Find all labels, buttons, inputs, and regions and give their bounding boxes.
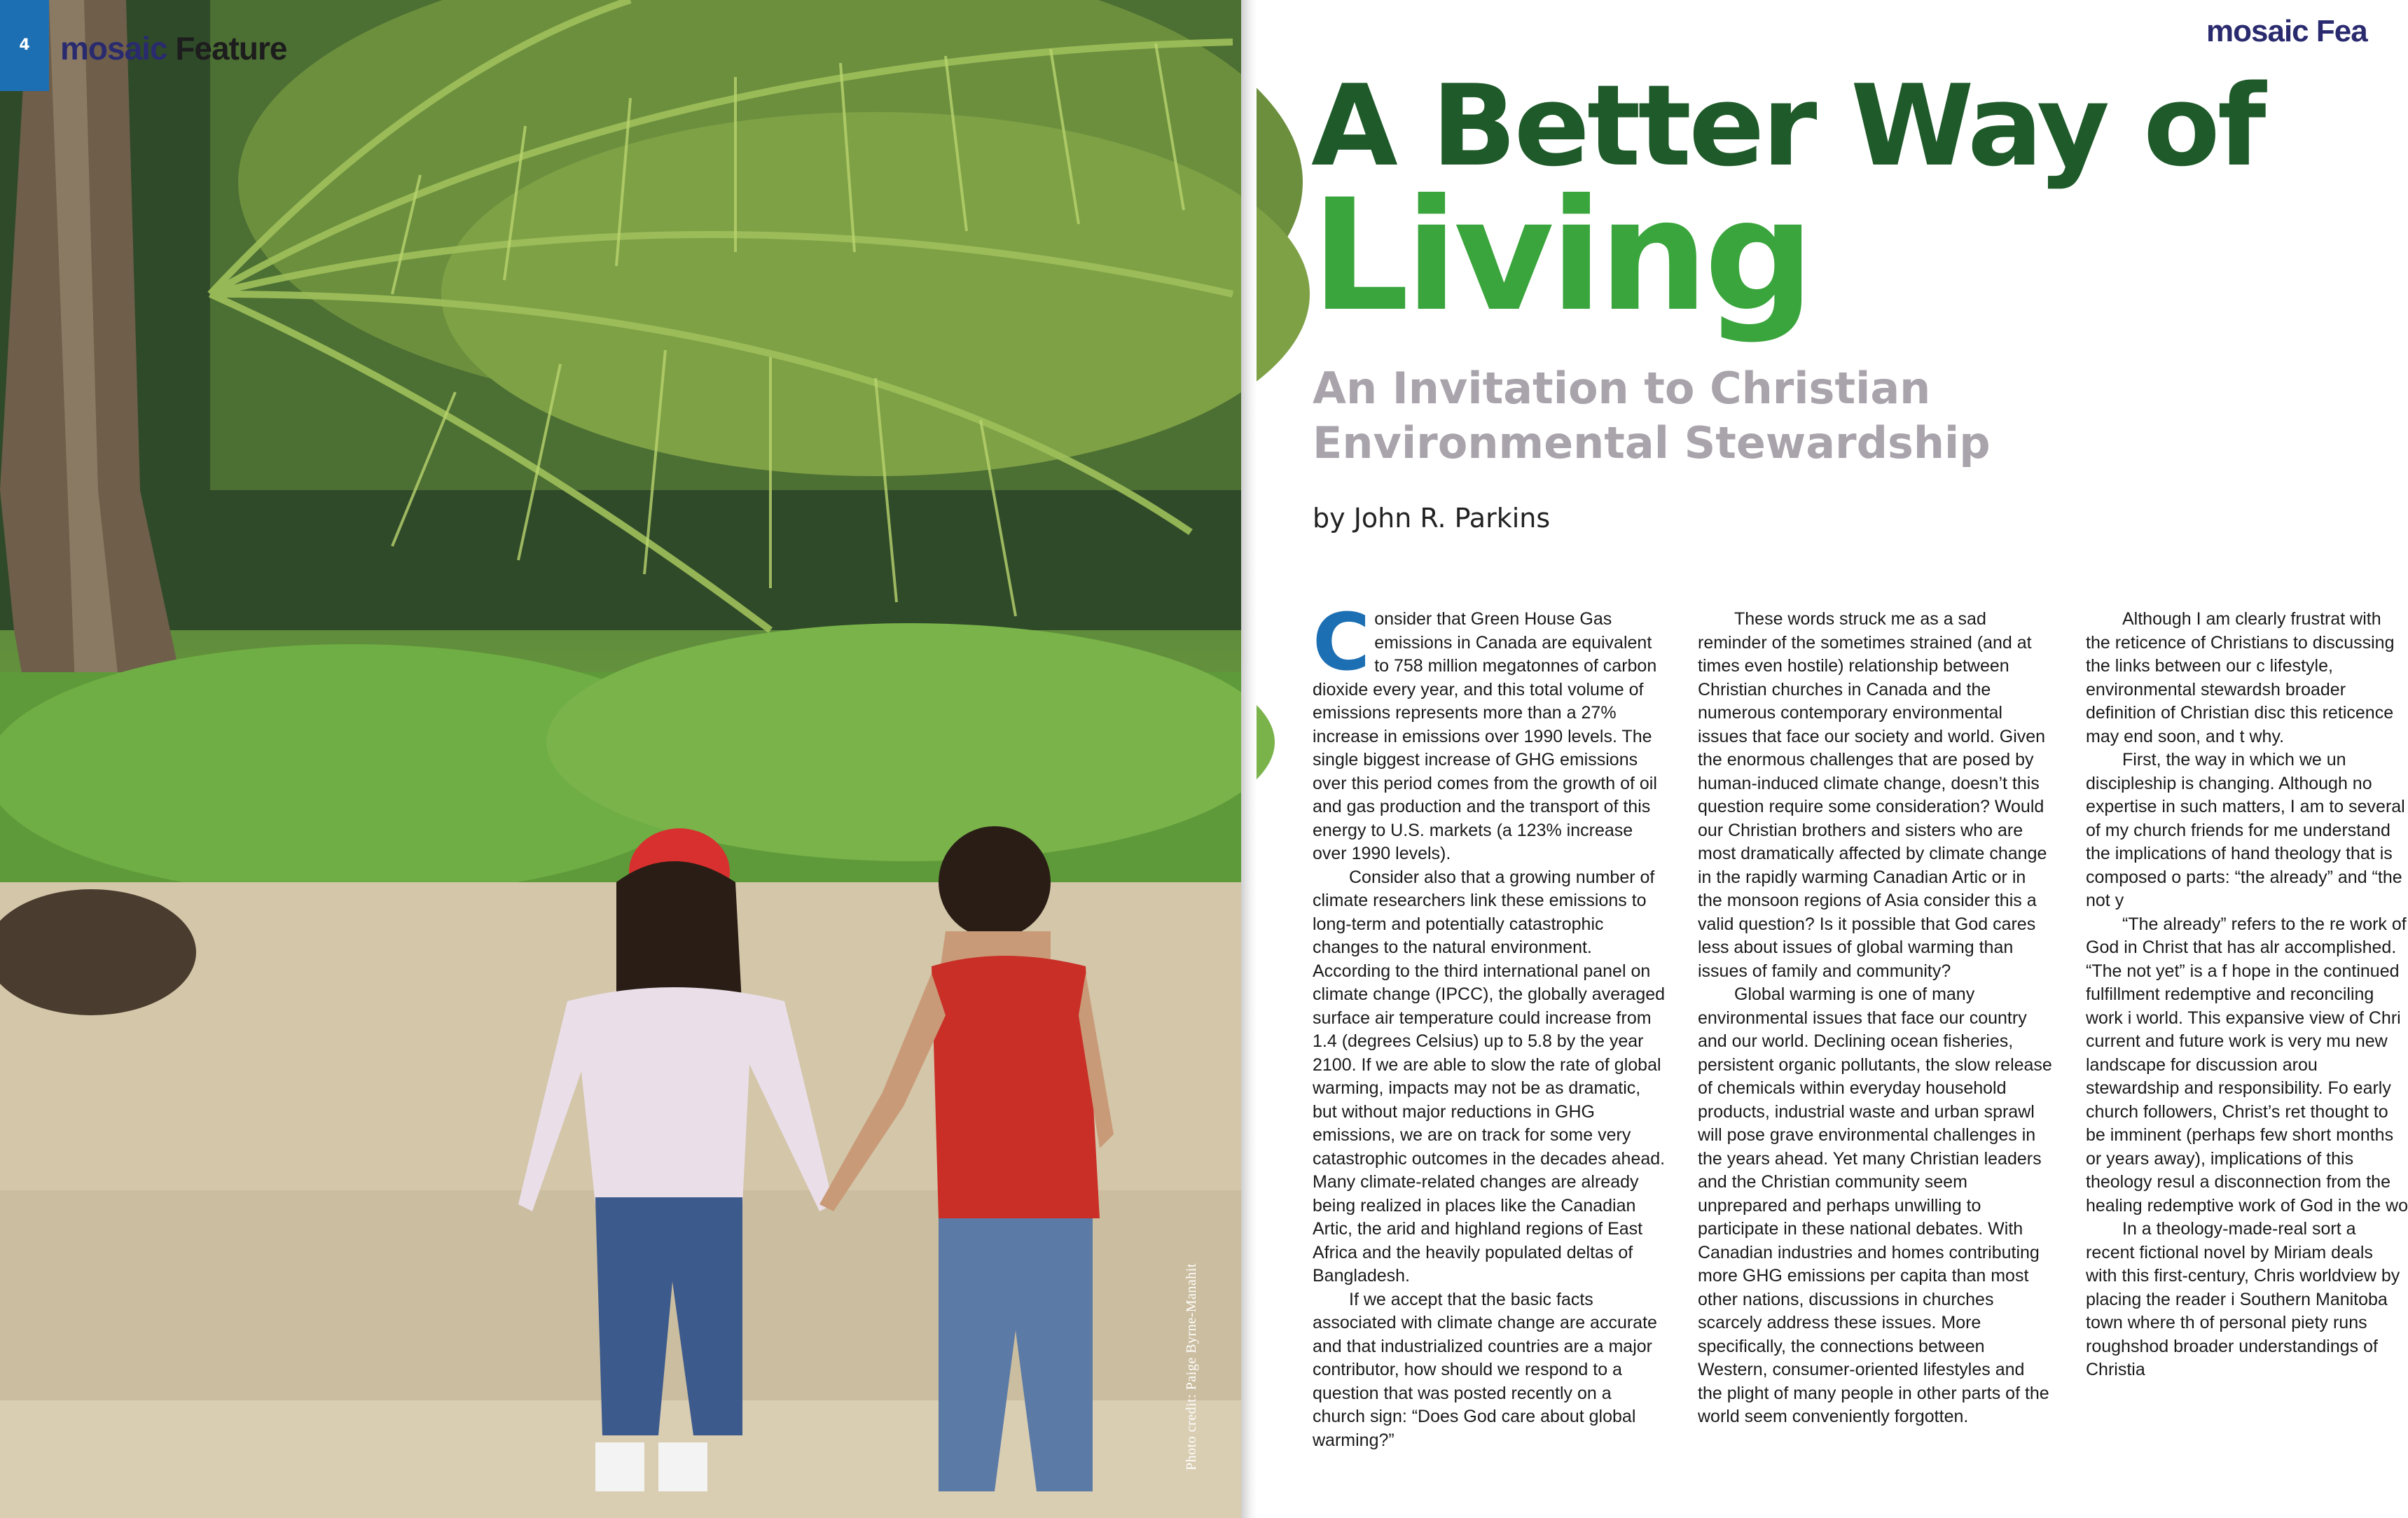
section-label: Feature [175,30,287,67]
page-gutter [1241,0,1257,1518]
subtitle-line1: An Invitation to Christian [1313,363,1931,414]
article-column-3 [2086,608,2408,1382]
paragraph: Although I am clearly frustrat with the reticence of Christians to discussing the links between our c lifestyle, environmental stewardsh broader definition of Christian disc this reticence may end soon, and t why. [2086,609,2395,746]
paragraph: If we accept that the basic facts associated with climate change are accurate and that industrialized countries are a major contributor, how should we respond to a question that was posted recently on a church sign: “Does God care about global warming?” [1313,1289,1657,1450]
paragraph: “The already” refers to the re work of God in Christ that has alr accomplished. “The not yet” is a f hope in the continued fulfillment redemptive and reconciling work i world. This expansive view of Chri current and future work is very mu new landscape for discussion arou stewardship and responsibility. Fo early church followers, Christ’s ret thought to be imminent (perhaps few short months or years away), implications of this theology resul a disconnection from the healing redemptive work of God in the wo [2086,914,2408,1216]
running-header: mosaic Fea [2206,14,2367,48]
subtitle-line2: Environmental Stewardship [1313,417,1991,468]
paragraph: Consider also that a growing number of climate researchers link these emissions to long-term and potentially catastrophic changes to the natural environment. According to the third international panel on climate change (IPCC), the globally averaged surface air temperature could increase from 1.4 (degrees Celsius) up to 5.8 by the year 2100. If we are able to slow the rate of global warming, impacts may not be as dramatic, but without major reductions in GHG emissions, we are on track for some very catastrophic outcomes in the decades ahead. Many climate-related changes are already being realized in places like the Canadian Artic, the arid and highland regions of East Africa and the heavily populated deltas of Bangladesh. [1313,867,1666,1286]
section-header [60,29,286,67]
article-column-2 [1698,608,2054,1429]
paragraph: First, the way in which we un discipleship is changing. Although no expertise in such matters, I am to several of my church friends for me understand the implications of hand theology that is composed o parts: “the already” and “the not y [2086,750,2405,910]
photo-credit: Photo credit: Paige Byrne-Manahit [1184,1263,1199,1470]
article-title-line2: Living [1311,166,1811,345]
page-number: 4 [0,0,49,91]
paragraph [1313,597,1667,866]
paragraph: These words struck me as a sad reminder of the sometimes strained (and at times even hostile) relationship between Christian churches in Canada and the numerous contemporary environmental issues that face our society and world. Given the enormous challenges that are posed by human-induced climate change, doesn’t this question require some consideration? Would our Christian brothers and sisters who are most dramatically affected by climate change in the rapidly warming Canadian Artic or in the monsoon regions of Asia consider this a valid question? Is it possible that God cares less about issues of global warming than issues of family and community? [1698,609,2047,981]
paragraph: Global warming is one of many environmental issues that face our country and our world. Declining ocean fisheries, persistent organic pollutants, the slow release of chemicals within everyday household products, industrial waste and urban sprawl will pose grave environmental challenges in the years ahead. Yet many Christian leaders and the Christian community seem unprepared and perhaps unwilling to participate in these national debates. With Canadian industries and homes contributing more GHG emissions per capita than most other nations, discussions in churches scarcely address these issues. More specifically, the connections between Western, consumer-oriented lifestyles and the plight of many people in other parts of the world seem conveniently forgotten. [1698,984,2052,1426]
magazine-brand: mosaic [60,30,167,67]
byline: by John R. Parkins [1313,503,1551,534]
article-column-1 [1313,597,1667,1452]
paragraph-text: onsider that Green House Gas emissions in Canada are equivalent to 758 million megatonnes of carbon dioxide every year, and this total volume of emissions represents more than a 27% increase in emissions over 1990 levels. The single biggest increase of GHG emissions over this period comes from the growth of oil and gas production and the transport of this energy to U.S. markets (a 123% increase over 1990 levels). [1313,609,1657,863]
drop-cap: C [1313,597,1371,688]
article-title-line1: A Better Way of [1311,60,2264,191]
article-subtitle [1313,361,2013,471]
paragraph: In a theology-made-real sort a recent fictional novel by Miriam deals with this first-century, Chris worldview by placing the reader i Southern Manitoba town where th of personal piety runs roughshod broader understandings of Christia [2086,1219,2400,1379]
